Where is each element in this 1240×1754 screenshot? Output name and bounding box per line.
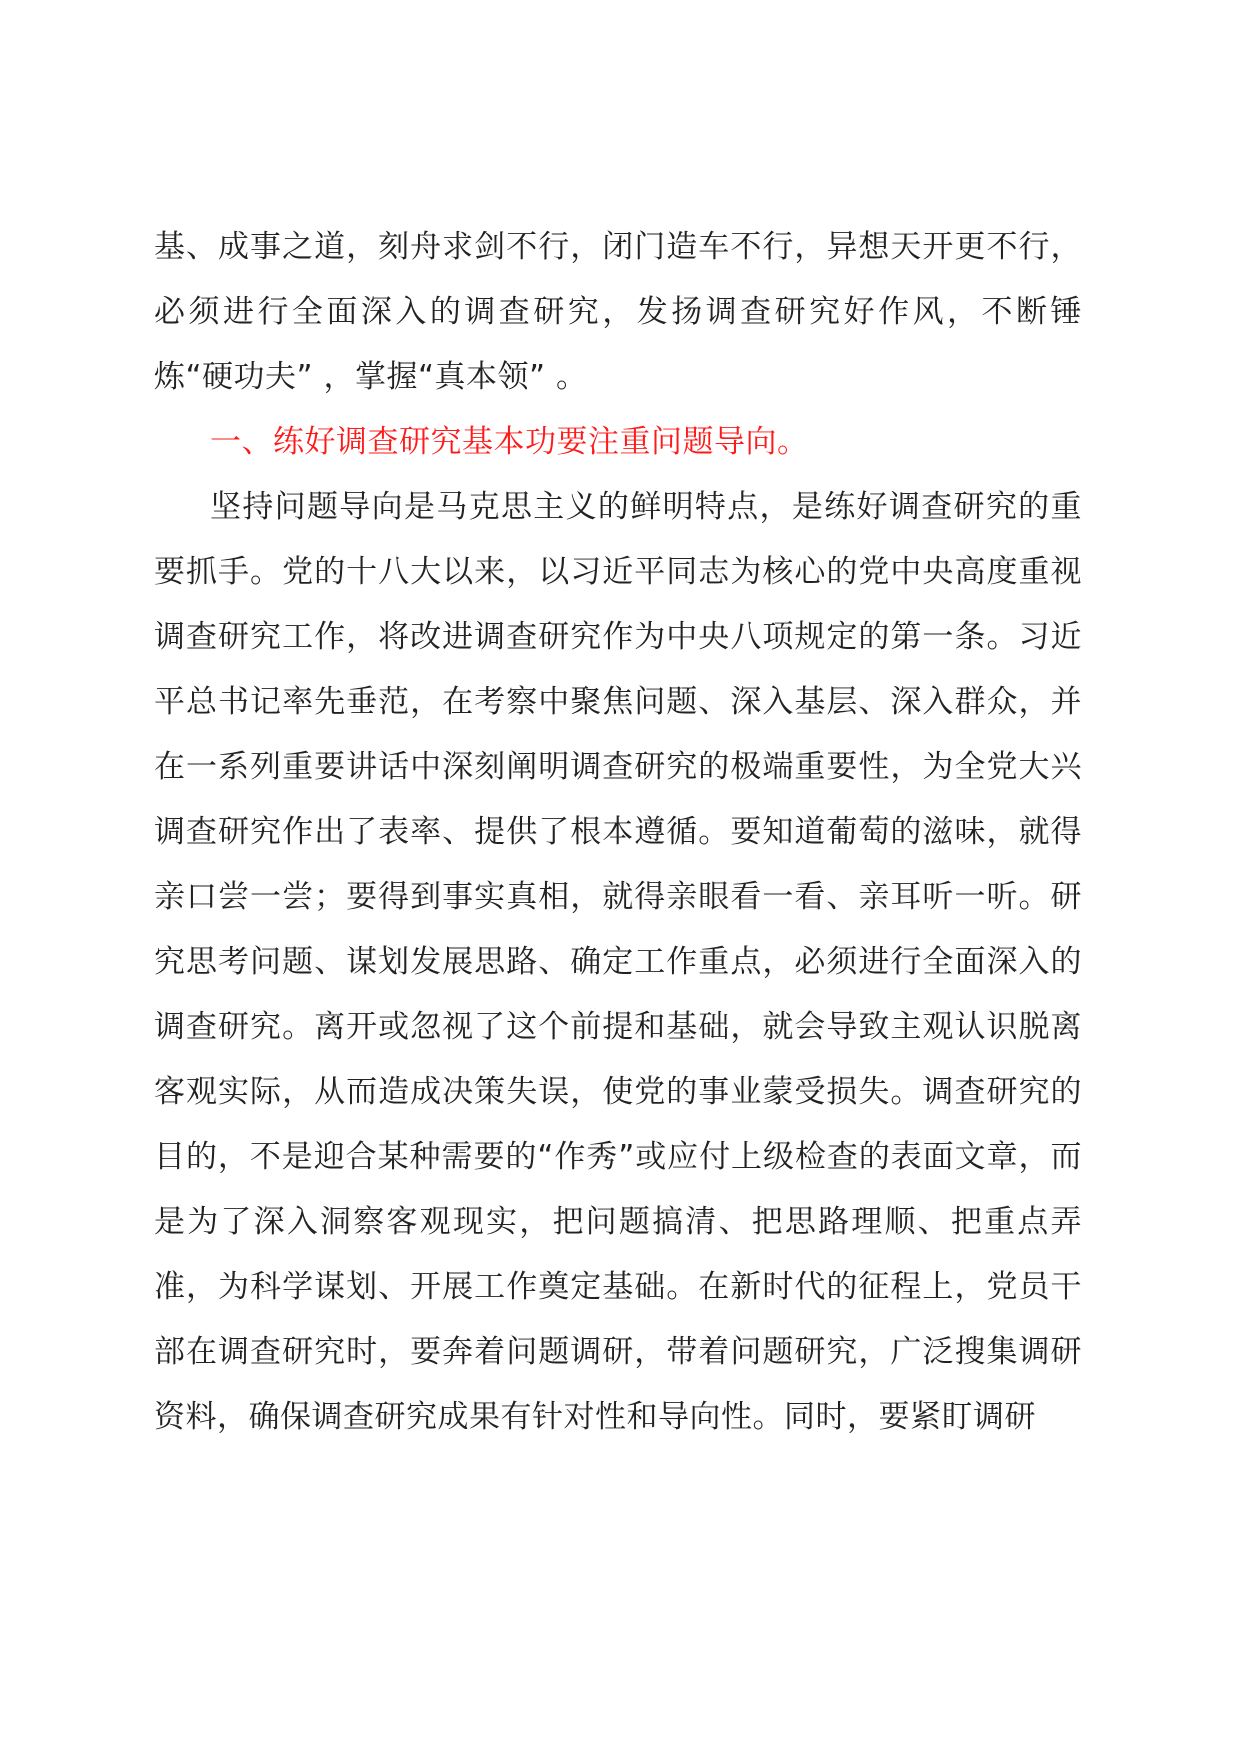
document-body: [154, 215, 1082, 1450]
body-paragraph: 坚持问题导向是马克思主义的鲜明特点，是练好调查研究的重要抓手。党的十八大以来，以习近平同志为核心的党中央高度重视调查研究工作，将改进调查研究作为中央八项规定的第一条。习近平总书记率先垂范，在考察中聚焦问题、深入基层、深入群众，并在一系列重要讲话中深刻阐明调查研究的极端重要性，为全党大兴调查研究作出了表率、提供了根本遵循。要知道葡萄的滋味，就得亲口尝一尝；要得到事实真相，就得亲眼看一看、亲耳听一听。研究思考问题、谋划发展思路、确定工作重点，必须进行全面深入的调查研究。离开或忽视了这个前提和基础，就会导致主观认识脱离客观实际，从而造成决策失误，使党的事业蒙受损失。调查研究的目的，不是迎合某种需要的“作秀”或应付上级检查的表面文章，而是为了深入洞察客观现实，把问题搞清、把思路理顺、把重点弄准，为科学谋划、开展工作奠定基础。在新时代的征程上，党员干部在调查研究时，要奔着问题调研，带着问题研究，广泛搜集调研资料，确保调查研究成果有针对性和导向性。同时，要紧盯调研: [154, 489, 1082, 1435]
section-heading: 一、练好调查研究基本功要注重问题导向。: [210, 424, 809, 460]
continuation-paragraph: 基、成事之道，刻舟求剑不行，闭门造车不行，异想天开更不行，必须进行全面深入的调查研究，发扬调查研究好作风，不断锤炼“硬功夫” ，掌握“真本领” 。: [154, 229, 1082, 395]
